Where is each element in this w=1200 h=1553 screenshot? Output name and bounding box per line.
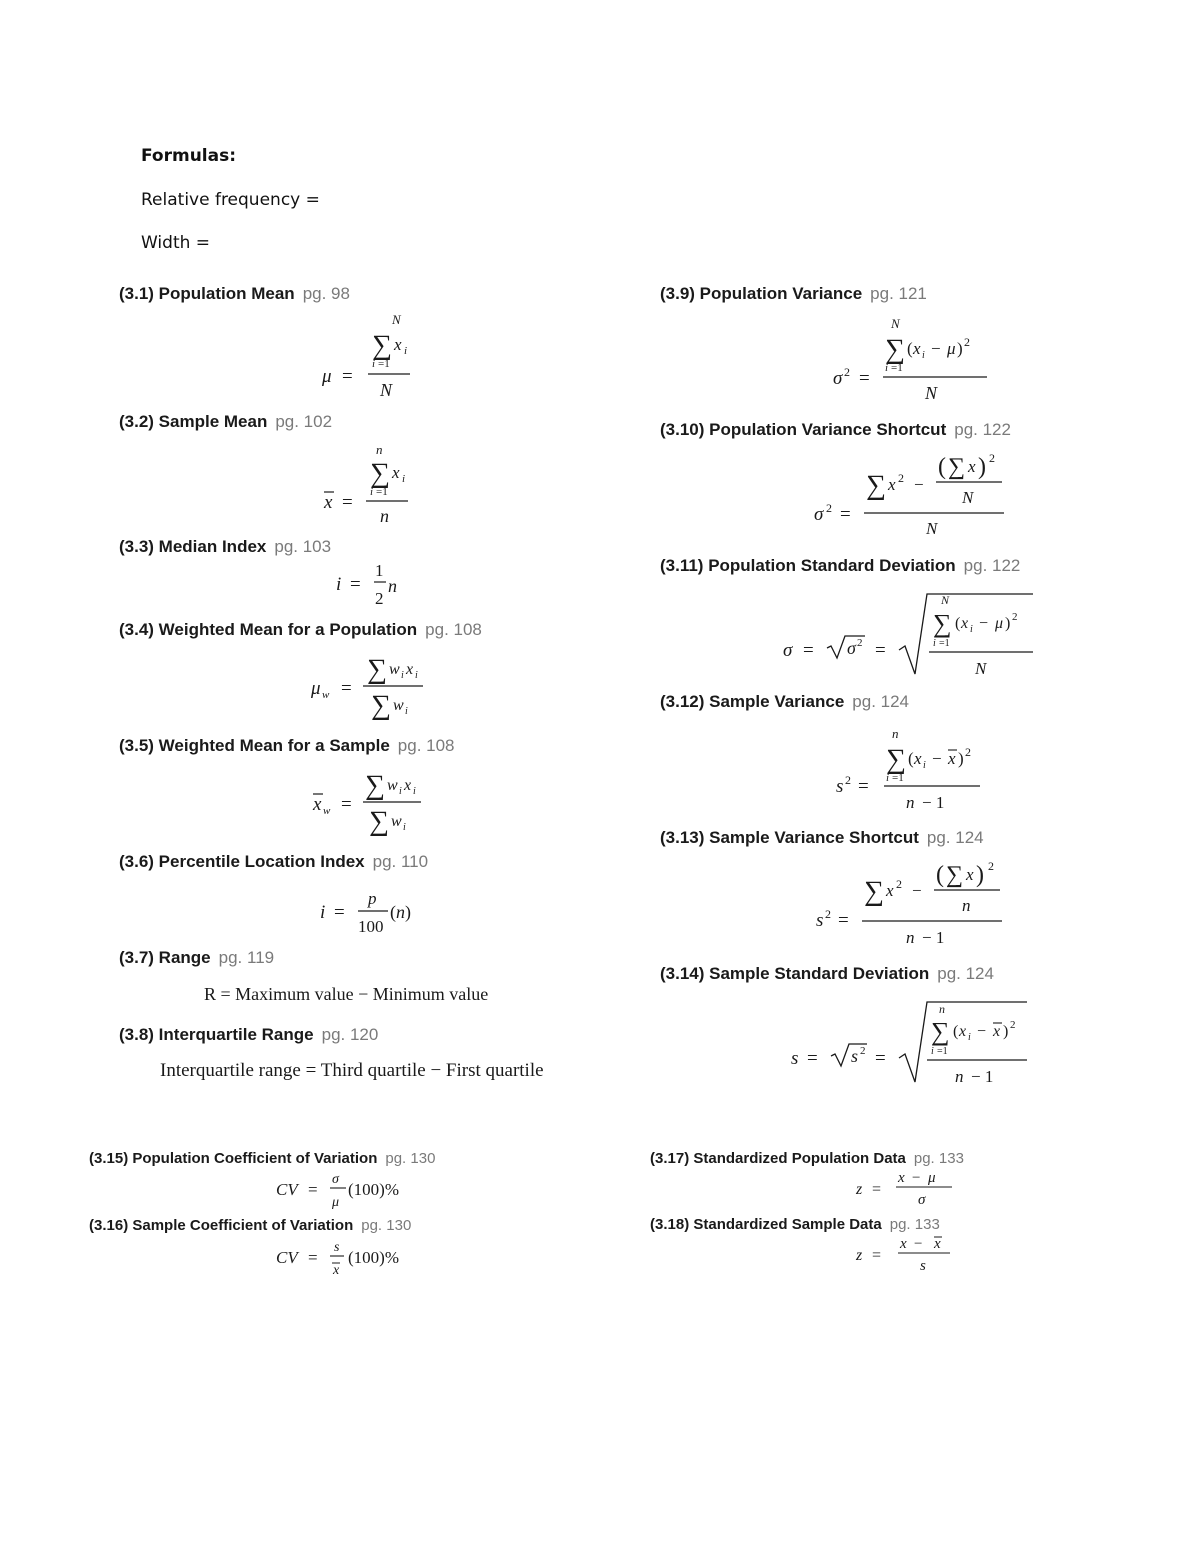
formula-name: (3.16) Sample Coefficient of Variation: [89, 1217, 354, 1234]
svg-text:=1: =1: [891, 362, 903, 374]
svg-text:n: n: [906, 928, 915, 947]
formula-name: (3.1) Population Mean: [119, 284, 295, 303]
formula-name: (3.18) Standardized Sample Data: [650, 1216, 882, 1233]
formula-name: (3.8) Interquartile Range: [119, 1025, 314, 1044]
svg-text:σ: σ: [918, 1192, 926, 1208]
formula-page: pg. 124: [937, 964, 994, 983]
range-formula-text: R = Maximum value − Minimum value: [204, 984, 489, 1004]
svg-text:∑: ∑: [946, 862, 964, 888]
formula-heading-3-10: [660, 420, 1011, 440]
svg-text:∑: ∑: [367, 654, 387, 685]
formula-heading-3-16: [89, 1217, 411, 1234]
svg-text:x: x: [959, 1023, 967, 1040]
formula-page: pg. 124: [926, 828, 984, 847]
formula-standardized-sample: [850, 1232, 960, 1278]
svg-text:x: x: [900, 1236, 907, 1252]
svg-text:i: i: [885, 362, 889, 374]
svg-text:−: −: [912, 1170, 921, 1186]
formula-name: (3.10) Population Variance Shortcut: [660, 420, 947, 439]
svg-text:=: =: [875, 1048, 886, 1069]
formula-page: pg. 130: [361, 1217, 412, 1234]
svg-text:σ: σ: [783, 640, 793, 661]
svg-text:x: x: [934, 1236, 941, 1252]
svg-text:2: 2: [896, 877, 902, 891]
svg-text:∑: ∑: [371, 690, 391, 720]
formula-weighted-mean-sample: [305, 764, 430, 836]
svg-text:− 1: − 1: [971, 1067, 994, 1086]
formula-heading-3-5: [119, 736, 455, 756]
svg-text:(: (: [907, 339, 913, 358]
svg-text:i: i: [336, 574, 342, 595]
svg-text:−: −: [931, 339, 941, 358]
formula-name: (3.2) Sample Mean: [119, 412, 268, 431]
svg-text:2: 2: [860, 1045, 866, 1057]
formula-heading-3-1: [119, 284, 350, 304]
svg-text:(100)%: (100)%: [348, 1248, 399, 1267]
formula-name: (3.9) Population Variance: [660, 284, 863, 303]
formula-heading-3-4: [119, 620, 482, 640]
formula-heading-3-8: [119, 1025, 378, 1045]
svg-text:∑: ∑: [931, 1017, 950, 1046]
svg-text:i: i: [402, 473, 406, 485]
svg-text:σ: σ: [332, 1172, 339, 1187]
svg-text:N: N: [941, 593, 950, 607]
svg-text:=: =: [872, 1181, 882, 1198]
svg-text:CV: CV: [276, 1180, 298, 1199]
formula-population-variance: [825, 314, 995, 406]
svg-text:i: i: [320, 902, 326, 923]
svg-text:w: w: [387, 777, 398, 794]
formula-percentile-location: [312, 884, 422, 940]
formula-name: (3.6) Percentile Location Index: [119, 852, 365, 871]
svg-text:=: =: [872, 1247, 882, 1264]
svg-text:=: =: [308, 1180, 318, 1199]
formula-name: (3.5) Weighted Mean for a Sample: [119, 736, 390, 755]
svg-text:s: s: [791, 1048, 799, 1069]
svg-text:x: x: [404, 777, 412, 794]
formula-sample-cv: [270, 1236, 430, 1282]
svg-text:n: n: [892, 726, 899, 741]
svg-text:): ): [978, 454, 986, 480]
svg-text:2: 2: [844, 365, 850, 379]
svg-text:n: n: [396, 902, 405, 922]
svg-text:− 1: − 1: [922, 928, 945, 947]
svg-text:− 1: − 1: [922, 793, 945, 812]
svg-text:x: x: [948, 749, 956, 768]
svg-text:2: 2: [826, 501, 832, 515]
svg-text:∑: ∑: [864, 876, 884, 907]
svg-text:(: (: [390, 902, 396, 922]
svg-text:=: =: [350, 574, 361, 595]
svg-text:2: 2: [898, 471, 904, 485]
svg-text:N: N: [891, 316, 900, 331]
svg-text:=1: =1: [892, 772, 904, 784]
svg-text:i: i: [415, 670, 418, 681]
svg-text:x: x: [993, 1023, 1001, 1040]
svg-text:i: i: [401, 670, 404, 681]
svg-text:σ: σ: [847, 638, 856, 658]
formula-heading-3-11: [660, 556, 1020, 576]
svg-text:x: x: [961, 615, 969, 632]
svg-text:=: =: [341, 678, 352, 699]
formula-population-mean: [310, 310, 420, 400]
svg-text:(: (: [938, 454, 946, 480]
svg-text:i: i: [404, 345, 408, 357]
svg-text:i: i: [405, 706, 408, 717]
svg-text:2: 2: [375, 589, 384, 608]
svg-text:i: i: [372, 358, 376, 370]
svg-text:): ): [405, 902, 411, 922]
svg-text:): ): [1003, 1023, 1009, 1040]
svg-text:i: i: [886, 772, 890, 784]
formula-name: (3.3) Median Index: [119, 537, 267, 556]
svg-text:2: 2: [1010, 1019, 1016, 1031]
svg-text:σ: σ: [814, 504, 824, 525]
svg-text:=: =: [875, 640, 886, 661]
svg-text:w: w: [391, 813, 402, 830]
svg-text:x: x: [333, 1263, 340, 1278]
svg-text:=: =: [342, 492, 353, 513]
svg-text:=1: =1: [378, 358, 390, 370]
formula-name: (3.7) Range: [119, 948, 211, 967]
svg-text:i: i: [922, 350, 925, 361]
svg-text:n: n: [955, 1067, 964, 1086]
svg-text:s: s: [836, 776, 844, 797]
svg-text:i: i: [399, 786, 402, 797]
svg-text:μ: μ: [947, 339, 956, 358]
svg-text:x: x: [406, 661, 414, 678]
svg-text:−: −: [912, 881, 922, 900]
svg-text:): ): [957, 339, 963, 358]
svg-text:∑: ∑: [370, 458, 390, 489]
formula-name: (3.11) Population Standard Deviation: [660, 556, 956, 575]
formula-sample-variance-shortcut: [810, 854, 1010, 950]
svg-text:(100)%: (100)%: [348, 1180, 399, 1199]
svg-text:=: =: [858, 776, 869, 797]
svg-text:n: n: [388, 576, 397, 596]
formula-population-std-dev: [775, 588, 1040, 682]
formula-name: (3.4) Weighted Mean for a Population: [119, 620, 418, 639]
svg-text:2: 2: [988, 859, 994, 873]
svg-text:1: 1: [375, 561, 384, 580]
svg-text:100: 100: [358, 917, 384, 936]
formula-heading-3-17: [650, 1150, 964, 1167]
svg-text:i: i: [970, 624, 973, 635]
svg-text:−: −: [914, 475, 924, 494]
svg-text:=: =: [838, 910, 849, 931]
svg-text:=1: =1: [376, 486, 388, 498]
formula-population-variance-shortcut: [808, 448, 1008, 540]
svg-text:=: =: [341, 794, 352, 815]
svg-text:i: i: [370, 486, 374, 498]
svg-text:x: x: [966, 865, 974, 884]
formula-page: pg. 102: [275, 412, 333, 431]
relative-frequency-label: Relative frequency =: [141, 190, 320, 210]
svg-text:i: i: [933, 638, 936, 649]
svg-text:=: =: [334, 902, 345, 923]
svg-text:μ: μ: [928, 1170, 936, 1186]
svg-text:i: i: [923, 760, 926, 771]
svg-text:−: −: [914, 1236, 923, 1252]
svg-text:∑: ∑: [948, 454, 966, 480]
svg-text:i: i: [931, 1046, 934, 1057]
svg-text:n: n: [939, 1002, 945, 1016]
svg-text:x: x: [914, 749, 922, 768]
svg-text:2: 2: [857, 637, 863, 649]
formula-standardized-population: [850, 1166, 960, 1212]
svg-text:(: (: [953, 1023, 959, 1040]
svg-text:i: i: [413, 786, 416, 797]
svg-text:2: 2: [845, 773, 851, 787]
svg-text:): ): [958, 749, 964, 768]
formula-heading-3-2: [119, 412, 332, 432]
svg-text:2: 2: [1012, 611, 1018, 623]
formula-heading-3-7: [119, 948, 274, 968]
formula-page: pg. 119: [218, 948, 275, 967]
formula-sample-mean: [310, 440, 420, 530]
svg-text:z: z: [856, 1181, 863, 1198]
formula-heading-3-3: [119, 537, 331, 557]
svg-text:n: n: [962, 896, 971, 915]
svg-text:μ: μ: [311, 678, 321, 699]
svg-text:=: =: [859, 368, 870, 389]
formula-heading-3-9: [660, 284, 927, 304]
formula-heading-3-15: [89, 1150, 435, 1167]
svg-text:(: (: [955, 615, 961, 632]
formula-page: pg. 108: [425, 620, 482, 639]
svg-text:x: x: [392, 463, 400, 482]
interquartile-formula-text: Interquartile range = Third quartile − First quartile: [160, 1060, 544, 1081]
svg-text:CV: CV: [276, 1248, 298, 1267]
svg-text:N: N: [926, 519, 938, 538]
formula-page: pg. 121: [870, 284, 927, 303]
formula-page: pg. 108: [397, 736, 455, 755]
svg-text:∑: ∑: [886, 744, 906, 775]
formula-page: pg. 110: [372, 852, 429, 871]
formula-name: (3.17) Standardized Population Data: [650, 1150, 906, 1167]
svg-text:w: w: [389, 661, 400, 678]
formula-name: (3.14) Sample Standard Deviation: [660, 964, 930, 983]
svg-text:): ): [976, 862, 984, 888]
svg-text:x: x: [394, 335, 402, 354]
svg-text:∑: ∑: [885, 334, 905, 365]
svg-text:N: N: [975, 659, 987, 678]
svg-text:w: w: [393, 697, 404, 714]
formula-page: pg. 133: [913, 1150, 964, 1167]
svg-text:∑: ∑: [365, 770, 385, 801]
formula-median-index: [330, 558, 410, 610]
svg-text:=1: =1: [937, 1046, 948, 1057]
formula-page: pg. 133: [889, 1216, 940, 1233]
svg-text:−: −: [977, 1023, 987, 1040]
svg-text:x: x: [888, 475, 896, 494]
formula-sample-variance: [828, 724, 988, 816]
svg-text:−: −: [932, 749, 942, 768]
svg-text:=: =: [308, 1248, 318, 1267]
formula-heading-3-12: [660, 692, 909, 712]
svg-text:s: s: [816, 910, 824, 931]
svg-text:w: w: [323, 805, 331, 817]
formula-page: pg. 124: [852, 692, 910, 711]
svg-text:z: z: [856, 1247, 863, 1264]
formula-name: (3.12) Sample Variance: [660, 692, 845, 711]
formula-heading-3-13: [660, 828, 984, 848]
svg-text:=: =: [840, 504, 851, 525]
formula-page: pg. 103: [274, 537, 332, 556]
svg-text:=: =: [342, 366, 353, 387]
svg-text:(: (: [936, 862, 944, 888]
formula-heading-3-6: [119, 852, 428, 872]
width-label: Width =: [141, 233, 211, 253]
svg-text:N: N: [962, 488, 974, 507]
formula-page: pg. 122: [954, 420, 1011, 439]
svg-text:2: 2: [989, 451, 995, 465]
svg-text:μ: μ: [332, 1195, 340, 1210]
formula-sample-std-dev: [785, 996, 1035, 1090]
svg-text:w: w: [322, 689, 330, 701]
formula-page: pg. 130: [385, 1150, 436, 1167]
svg-text:N: N: [392, 312, 401, 327]
svg-text:2: 2: [825, 907, 831, 921]
formula-page: pg. 98: [302, 284, 350, 303]
svg-text:i: i: [968, 1032, 971, 1043]
svg-text:μ: μ: [995, 615, 1004, 632]
svg-text:n: n: [376, 442, 383, 457]
svg-text:p: p: [368, 889, 377, 908]
svg-text:−: −: [979, 615, 989, 632]
formula-weighted-mean-population: [305, 648, 430, 720]
svg-text:x: x: [968, 457, 976, 476]
svg-text:s: s: [334, 1240, 340, 1255]
svg-text:2: 2: [964, 335, 970, 349]
svg-text:i: i: [403, 822, 406, 833]
svg-text:σ: σ: [833, 368, 843, 389]
svg-text:N: N: [380, 380, 393, 400]
svg-text:): ): [1005, 615, 1011, 632]
formula-name: (3.13) Sample Variance Shortcut: [660, 828, 919, 847]
svg-text:=: =: [803, 640, 814, 661]
formula-page: pg. 120: [321, 1025, 379, 1044]
svg-text:(: (: [908, 749, 914, 768]
svg-text:x: x: [324, 492, 333, 513]
svg-text:N: N: [925, 383, 938, 403]
formula-page: pg. 122: [963, 556, 1021, 575]
svg-text:=1: =1: [939, 638, 950, 649]
formula-population-cv: [270, 1168, 430, 1214]
svg-text:s: s: [851, 1046, 859, 1066]
svg-text:s: s: [920, 1258, 926, 1274]
svg-text:∑: ∑: [369, 806, 389, 836]
formula-heading-3-14: [660, 964, 994, 984]
page-title: Formulas:: [141, 146, 237, 166]
svg-text:x: x: [313, 794, 322, 815]
svg-text:x: x: [886, 881, 894, 900]
svg-text:=: =: [807, 1048, 818, 1069]
formula-name: (3.15) Population Coefficient of Variation: [89, 1150, 378, 1167]
svg-text:x: x: [913, 339, 921, 358]
svg-text:n: n: [380, 506, 389, 526]
svg-text:∑: ∑: [372, 330, 392, 361]
svg-text:n: n: [906, 793, 915, 812]
svg-text:∑: ∑: [866, 470, 886, 501]
svg-text:μ: μ: [322, 366, 332, 387]
svg-text:x: x: [898, 1170, 905, 1186]
svg-text:∑: ∑: [933, 609, 952, 638]
svg-text:2: 2: [965, 745, 971, 759]
formula-heading-3-18: [650, 1216, 940, 1233]
